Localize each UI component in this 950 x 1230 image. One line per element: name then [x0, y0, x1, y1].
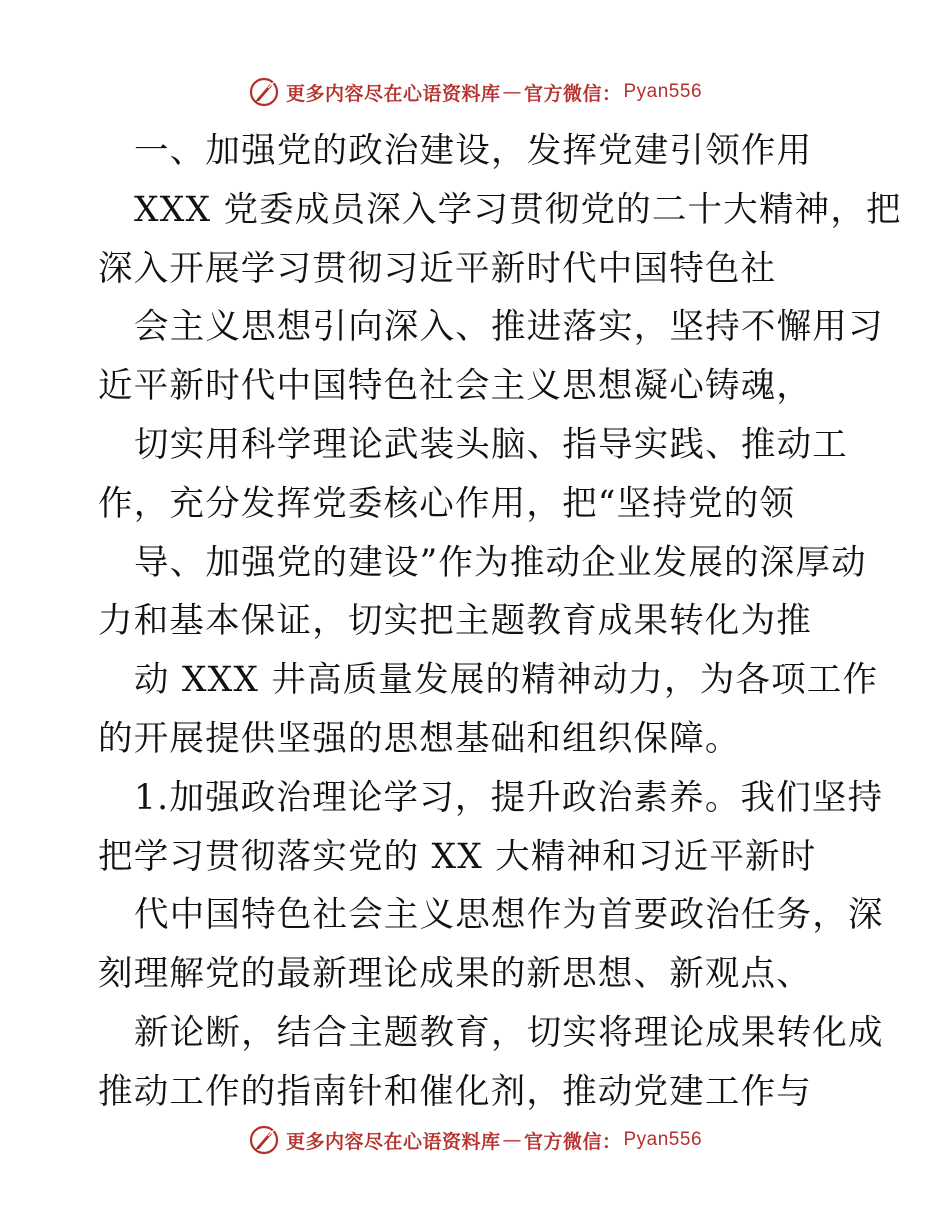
- watermark-separator: —: [502, 81, 522, 103]
- paragraph-line: 深入开展学习贯彻习近平新时代中国特色社: [98, 248, 777, 289]
- footer-watermark-banner: [0, 1120, 950, 1160]
- watermark-content: [248, 1124, 702, 1156]
- paragraph-line: 刻理解党的最新理论成果的新思想、新观点、: [98, 954, 812, 995]
- paragraph-line: 1.加强政治理论学习，提升政治素养。我们坚持: [134, 777, 884, 818]
- paragraph-line: 会主义思想引向深入、推进落实，坚持不懈用习: [134, 307, 884, 348]
- feather-pen-logo-icon: [248, 1124, 280, 1156]
- paragraph-line: 把学习贯彻落实党的 XX 大精神和习近平新时: [98, 836, 817, 877]
- paragraph-line: 的开展提供坚强的思想基础和组织保障。: [98, 718, 741, 759]
- watermark-site-text: 更多内容尽在心语资料库: [285, 82, 501, 105]
- watermark-wechat-label: 官方微信：: [523, 82, 622, 105]
- watermark-wechat-label: 官方微信：: [523, 1130, 622, 1153]
- paragraph-line: 作，充分发挥党委核心作用，把“坚持党的领: [98, 483, 796, 524]
- paragraph-line: 力和基本保证，切实把主题教育成果转化为推: [98, 601, 812, 642]
- watermark-wechat-handle: Pyan556: [623, 81, 703, 102]
- paragraph-line: 近平新时代中国特色社会主义思想凝心铸魂，: [98, 366, 812, 407]
- feather-pen-logo-icon: [248, 76, 280, 108]
- paragraph-line: 新论断，结合主题教育，切实将理论成果转化成: [134, 1012, 884, 1053]
- paragraph-line: 导、加强党的建设”作为推动企业发展的深厚动: [134, 542, 867, 583]
- watermark-site-text: 更多内容尽在心语资料库: [285, 1130, 501, 1153]
- watermark-wechat-handle: Pyan556: [623, 1129, 703, 1150]
- watermark-separator: —: [502, 1129, 522, 1151]
- paragraph-line: 一、加强党的政治建设，发挥党建引领作用: [134, 131, 813, 171]
- paragraph-line: 代中国特色社会主义思想作为首要政治任务，深: [134, 895, 884, 936]
- paragraph-line: XXX 党委成员深入学习贯彻党的二十大精神，把: [134, 189, 902, 230]
- paragraph-line: 切实用科学理论武装头脑、指导实践、推动工: [134, 424, 848, 465]
- watermark-content: [248, 76, 702, 108]
- paragraph-line: 动 XXX 井高质量发展的精神动力，为各项工作: [134, 660, 879, 701]
- header-watermark-banner: [0, 72, 950, 112]
- paragraph-line: 推动工作的指南针和催化剂，推动党建工作与: [98, 1071, 812, 1112]
- document-body: [98, 122, 902, 1122]
